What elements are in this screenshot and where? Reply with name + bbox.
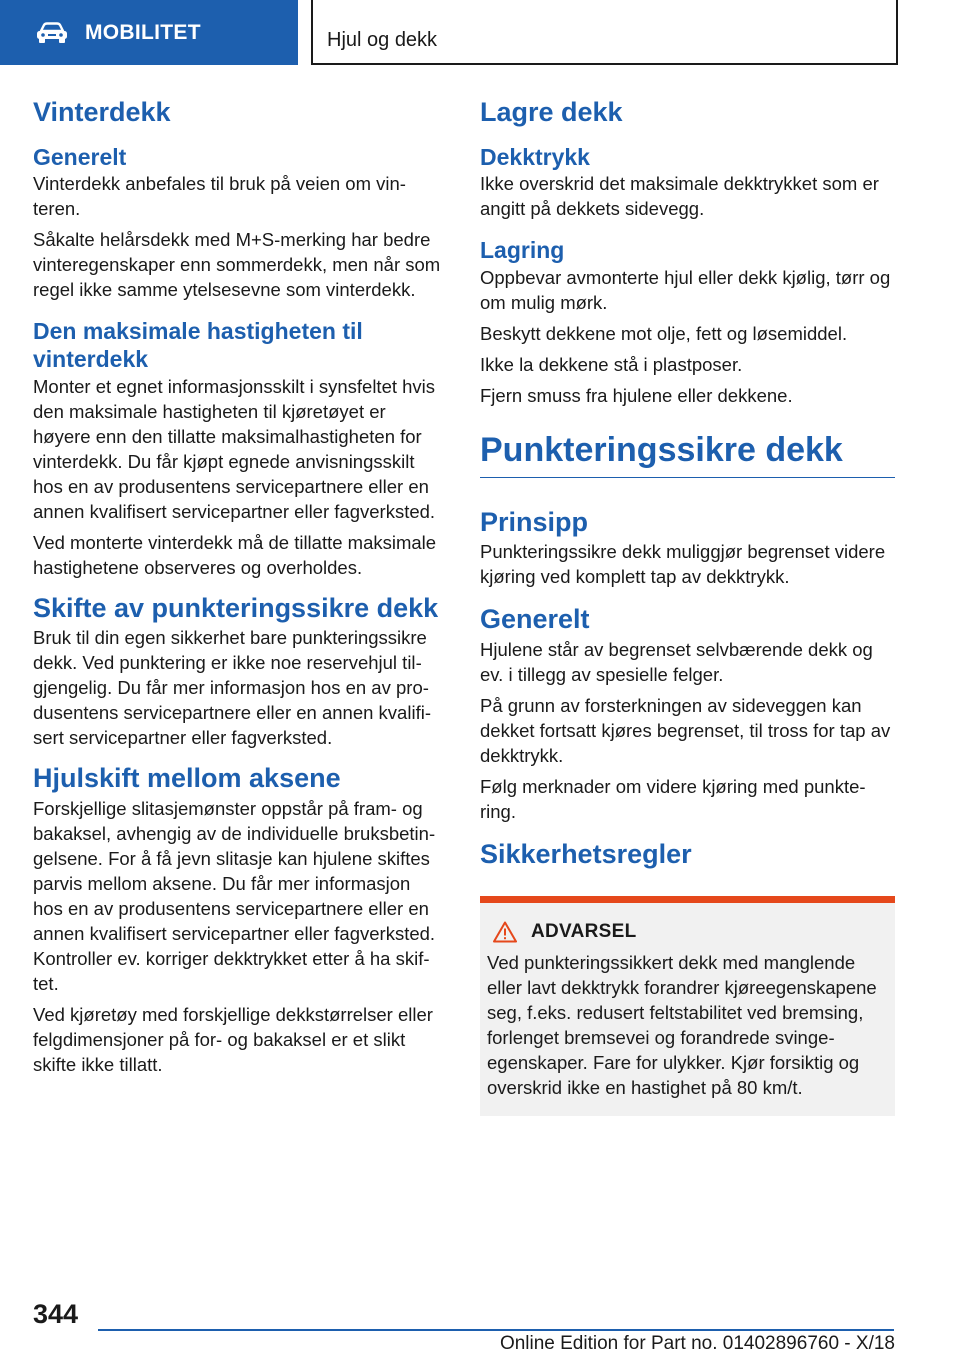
heading-generelt: Generelt (33, 143, 127, 170)
heading-dekktrykk: Dekktrykk (480, 143, 590, 170)
paragraph: Hjulene står av begrenset selvbærende dekk og ev. i tillegg av spesielle felger. (480, 639, 873, 686)
section-tab[interactable] (0, 0, 298, 65)
chapter-header (311, 0, 898, 65)
paragraph: Fjern smuss fra hjulene eller dekkene. (480, 384, 793, 406)
heading-prinsipp: Prinsipp (480, 506, 589, 537)
heading-punkteringssikre-dekk: Punkteringssikre dekk (480, 430, 843, 469)
chapter-title: Hjul og dekk (327, 29, 438, 51)
paragraph: Ved kjøretøy med forskjellige dekkstørrelser eller felgdimensjoner på for- og bakaksel er et slikt skifte ikke tillatt. (33, 1004, 433, 1076)
paragraph: Følg merknader om videre kjøring med punktering. (480, 776, 866, 823)
paragraph: På grunn av forsterkningen av sideveggen kan dekket fortsatt kjøres begrenset, til tross for tap av dekktrykk. (480, 695, 891, 767)
footer-divider (98, 1329, 894, 1331)
heading-maks-hastighet: Den maksimale hastigheten til vinterdekk (33, 318, 363, 372)
warning-triangle-icon (493, 921, 517, 943)
paragraph: Ved monterte vinterdekk må de tillatte maksimale hastighetene observeres og overholdes. (33, 531, 437, 578)
heading-hjulskift: Hjulskift mellom aksene (33, 763, 341, 794)
footer-edition: Online Edition for Part no. 01402896760 - X/18 (499, 1333, 895, 1354)
chapter-heading-block (480, 430, 895, 478)
paragraph: Forskjellige slitasjemønster oppstår på fram- og bakaksel, avhengig av de individuelle bruksbetingelsene. For å få jevn slitasje kan hjulene skiftes parvis mellom aksene. Du får mer informasjon hos en av produsentens servicepartnere eller en annen kvalifisert servicepartner eller fagverksted. Kontroller ev. korriger dekktrykket etter å ha skiftet. (33, 798, 436, 995)
page-number: 344 (33, 1299, 79, 1329)
warning-box (480, 896, 895, 1116)
paragraph: Ikke overskrid det maksimale dekktrykket som er angitt på dekkets sidevegg. (480, 173, 879, 220)
paragraph: Monter et egnet informasjonsskilt i synsfeltet hvis den maksimale hastigheten til kjøretøyet er høyere enn den tillatte maksimalhastigheten for vinterdekk. Du får kjøpt egnede anvisningsskilt hos en av produsentens servicepartnere eller en annen kvalifisert servicepartner eller fagverksted. (33, 375, 436, 522)
paragraph: Vinterdekk anbefales til bruk på veien om vinteren. (33, 173, 406, 220)
heading-lagring: Lagring (480, 237, 565, 264)
paragraph: Oppbevar avmonterte hjul eller dekk kjølig, tørr og om mulig mørk. (480, 266, 891, 313)
section-label: MOBILITET (85, 20, 201, 44)
paragraph: Beskytt dekkene mot olje, fett og løsemiddel. (480, 322, 848, 344)
warning-label: ADVARSEL (531, 920, 637, 942)
heading-vinterdekk: Vinterdekk (33, 97, 171, 127)
heading-sikkerhetsregler: Sikkerhetsregler (480, 839, 692, 870)
right-column (480, 96, 895, 1116)
paragraph: Såkalte helårsdekk med M+S-merking har bedre vinteregenskaper enn sommerdekk, men når som regel ikke samme ytelsesevne som vinterdekk. (33, 229, 441, 301)
warning-header (487, 921, 888, 943)
paragraph: Ikke la dekkene stå i plastposer. (480, 353, 743, 375)
paragraph: Bruk til din egen sikkerhet bare punkteringssikre dekk. Ved punktering er ikke noe reservehjul tilgjengelig. Du får mer informasjon hos en av produsentens servicepartnere eller en annen kvalifisert servicepartner eller fagverksted. (33, 627, 431, 749)
paragraph: Punkteringssikre dekk muliggjør begrenset videre kjøring ved komplett tap av dekktrykk. (480, 541, 886, 588)
left-column (33, 96, 445, 1083)
heading-generelt-right: Generelt (480, 604, 590, 635)
warning-text: Ved punkteringssikkert dekk med manglende eller lavt dekktrykk forandrer kjøreegenskapene seg, f.eks. redusert feltstabilitet ved bremsing, forlenget bremsevei og forandrede svingeegenskaper. Fare for ulykker. Kjør forsiktig og overskrid ikke en hastighet på 80 km/t. (487, 951, 877, 1098)
heading-lagre-dekk: Lagre dekk (480, 97, 623, 127)
car-icon (35, 22, 69, 44)
heading-skifte: Skifte av punkteringssikre dekk (33, 592, 439, 623)
